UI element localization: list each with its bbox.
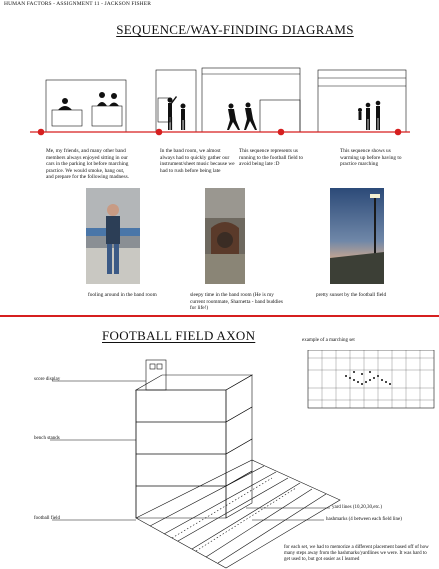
label-bench-stands: bench stands — [34, 436, 60, 441]
bench-stands — [136, 375, 252, 518]
sequence-description-4: This sequence shows us warming up before having to practice marching — [340, 148, 402, 168]
sequence-description-1: Me, my friends, and many other band members always enjoyed sitting in our cars in the parking lot before marching practice. We would smoke, hang out, and prepare for the following madness. — [46, 148, 129, 181]
photo-caption-2: sleepy time in the band room (He is my current roommate, Sharnetta - band buddies for life!) — [190, 292, 283, 312]
label-football-field: football field — [34, 516, 60, 521]
people-in-cars-icon — [58, 92, 119, 110]
timeline-dot-2 — [156, 129, 163, 136]
section-divider — [0, 315, 439, 317]
musicians-icon — [358, 101, 380, 130]
timeline-dot-4 — [395, 129, 402, 136]
bottom-note: for each set, we had to memorize a different placement based off of how many steps away from the hashmarks/yardlines we were. It was hard to get used to, but got easier as I learned — [284, 545, 429, 562]
label-score-display: score display — [34, 377, 61, 382]
sequence-description-3: This sequence represents us running to the football field to avoid being late :D — [239, 148, 303, 168]
runners-icon — [227, 103, 257, 131]
marching-set-chart — [308, 350, 434, 408]
sequence-description-2: In the band room, we almost always had to quickly gather our instrument/sheet music because we had to rush before being late — [160, 148, 235, 174]
marching-set-caption: example of a marching set — [302, 338, 355, 343]
photo-sleepy-band-room — [205, 188, 245, 284]
photo-caption-1: fooling around in the band room — [88, 292, 157, 298]
sequence-diagram — [0, 60, 439, 140]
photo-band-room — [86, 188, 140, 284]
photo-caption-3: pretty sunset by the football field — [316, 292, 387, 298]
section-title-sequence: SEQUENCE/WAY-FINDING DIAGRAMS — [116, 22, 354, 37]
panel-band-room — [156, 70, 196, 132]
photo-sunset-field — [330, 188, 384, 284]
panel-field — [318, 70, 406, 132]
timeline-dot-1 — [38, 129, 45, 136]
section-title-axon: FOOTBALL FIELD AXON — [102, 328, 256, 343]
label-hashmarks: hashmarks (4 between each field line) — [326, 517, 402, 522]
football-field-axon — [0, 350, 439, 569]
label-yard-lines: yard lines (10,20,30,etc.) — [332, 505, 382, 510]
people-band-room-icon — [168, 96, 186, 130]
page-header: HUMAN FACTORS - ASSIGNMENT 11 - JACKSON FISHER — [4, 1, 151, 7]
timeline-dot-3 — [278, 129, 285, 136]
